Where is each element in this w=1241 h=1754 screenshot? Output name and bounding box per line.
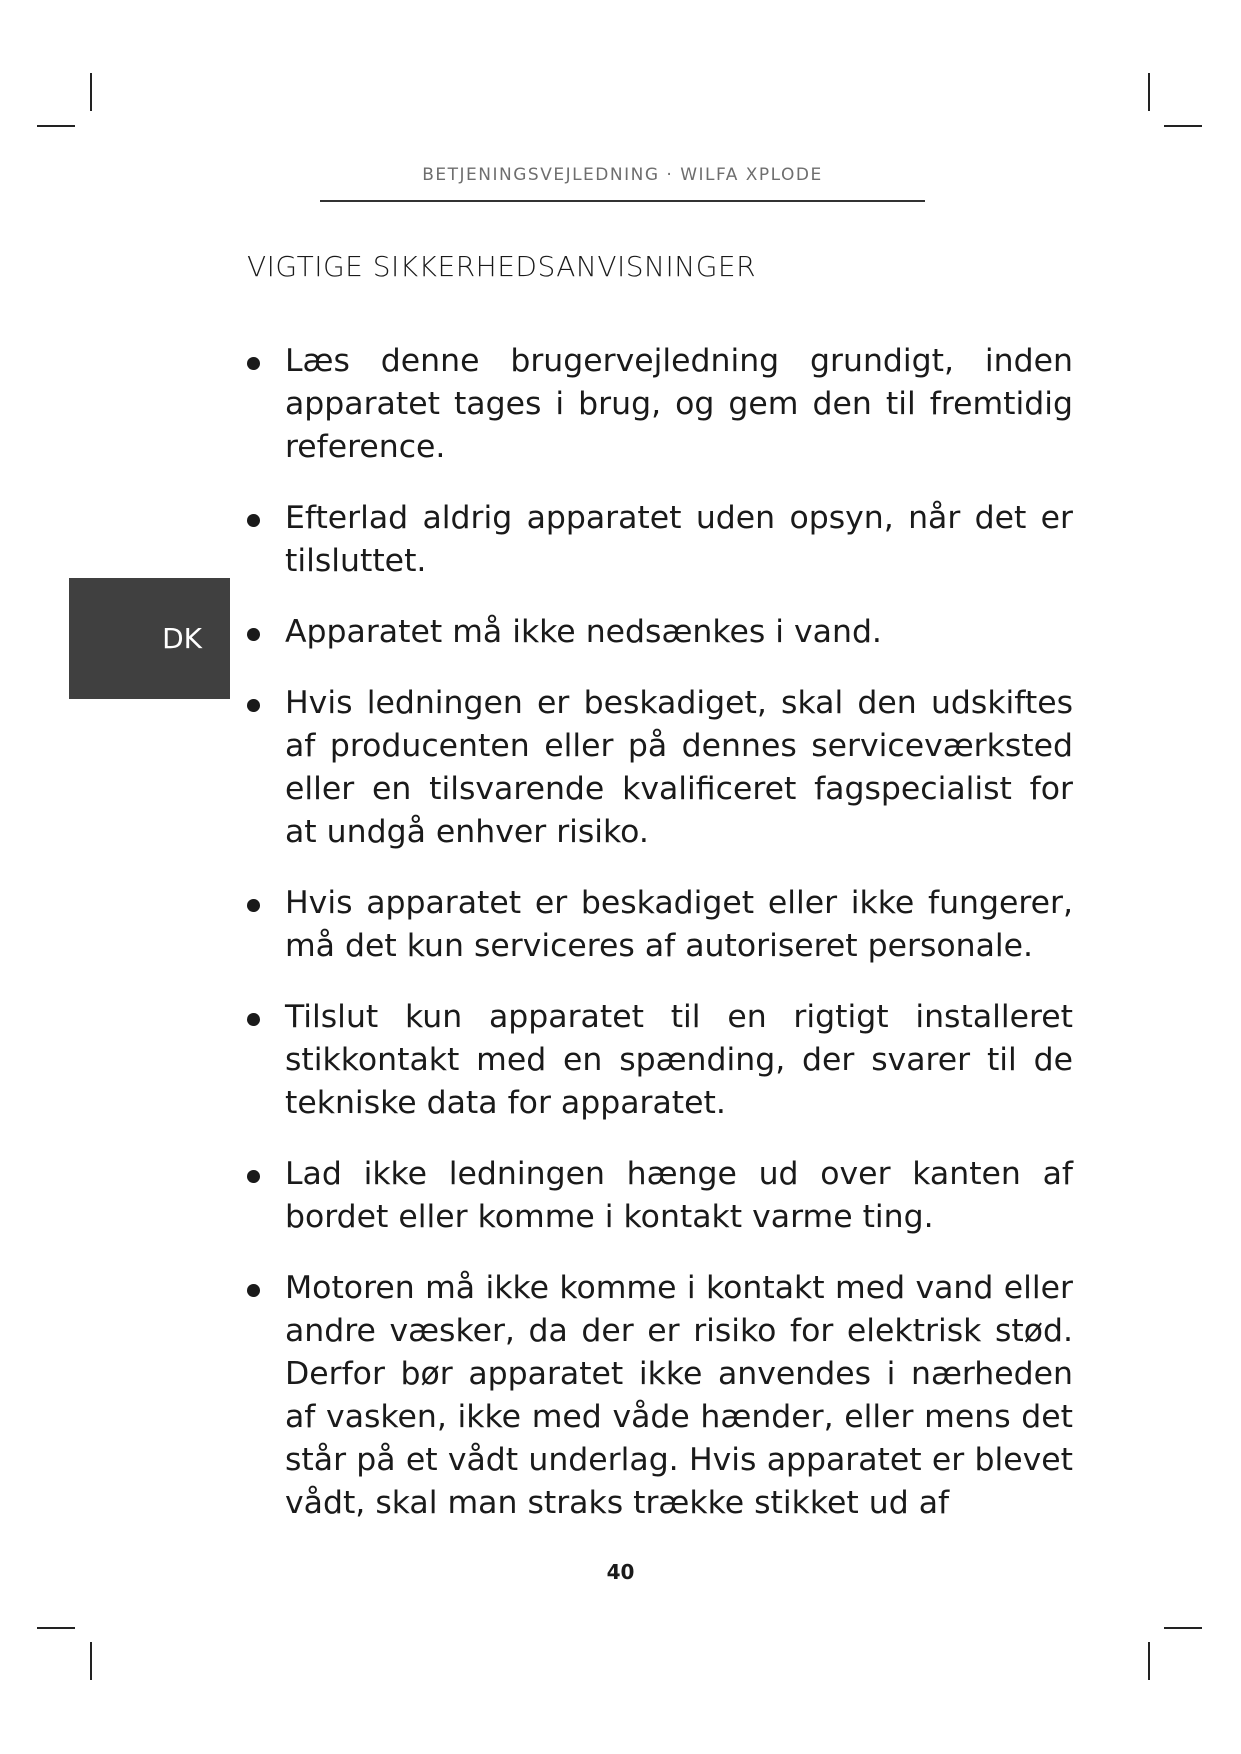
bullet-icon — [247, 699, 260, 712]
crop-mark-top-right-horizontal — [1164, 125, 1202, 127]
bullet-icon — [247, 628, 260, 641]
list-item-text: Efterlad aldrig apparatet uden opsyn, når det er tilsluttet. — [285, 500, 1073, 579]
list-item — [247, 1153, 1073, 1239]
list-item-text: Lad ikke ledningen hænge ud over kanten af bordet eller komme i kontakt varme ting. — [285, 1156, 1073, 1235]
list-item-text: Hvis apparatet er beskadiget eller ikke fungerer, må det kun serviceres af autoriseret personale. — [285, 885, 1073, 964]
list-item-text: Læs denne brugervejledning grundigt, inden apparatet tages i brug, og gem den til fremtidig reference. — [285, 343, 1073, 465]
list-item — [247, 682, 1073, 854]
page-number: 40 — [606, 1560, 635, 1584]
bullet-icon — [247, 514, 260, 527]
crop-mark-top-left-horizontal — [37, 125, 75, 127]
list-item — [247, 497, 1073, 583]
crop-mark-bottom-right-horizontal — [1164, 1627, 1202, 1629]
list-item-text: Apparatet må ikke nedsænkes i vand. — [285, 614, 882, 650]
crop-mark-bottom-left-vertical — [90, 1642, 92, 1680]
section-title: VIGTIGE SIKKERHEDSANVISNINGER — [247, 250, 757, 283]
bullet-icon — [247, 357, 260, 370]
list-item-text: Hvis ledningen er beskadiget, skal den udskiftes af producenten eller på dennes serviceværksted eller en tilsvarende kvalificeret fagspecialist for at undgå enhver risiko. — [285, 685, 1073, 850]
language-tab-label: DK — [162, 622, 202, 655]
bullet-icon — [247, 1013, 260, 1026]
list-item — [247, 882, 1073, 968]
safety-instructions-list — [247, 340, 1073, 1553]
language-tab — [69, 578, 230, 699]
bullet-icon — [247, 1284, 260, 1297]
running-header: BETJENINGSVEJLEDNING · WILFA XPLODE — [422, 165, 823, 185]
bullet-icon — [247, 1170, 260, 1183]
bullet-icon — [247, 899, 260, 912]
crop-mark-top-left-vertical — [90, 73, 92, 111]
list-item-text: Motoren må ikke komme i kontakt med vand eller andre væsker, da der er risiko for elektrisk stød. Derfor bør apparatet ikke anvendes i nærheden af vasken, ikke med våde hænder, eller mens det står på et vådt underlag. Hvis apparatet er blevet vådt, skal man straks trække stikket ud af — [285, 1270, 1073, 1521]
crop-mark-top-right-vertical — [1148, 73, 1150, 111]
list-item — [247, 996, 1073, 1125]
list-item — [247, 611, 1073, 654]
list-item — [247, 340, 1073, 469]
list-item-text: Tilslut kun apparatet til en rigtigt installeret stikkontakt med en spænding, der svarer til de tekniske data for apparatet. — [285, 999, 1073, 1121]
header-divider — [320, 200, 925, 202]
list-item — [247, 1267, 1073, 1525]
crop-mark-bottom-left-horizontal — [37, 1627, 75, 1629]
crop-mark-bottom-right-vertical — [1148, 1642, 1150, 1680]
